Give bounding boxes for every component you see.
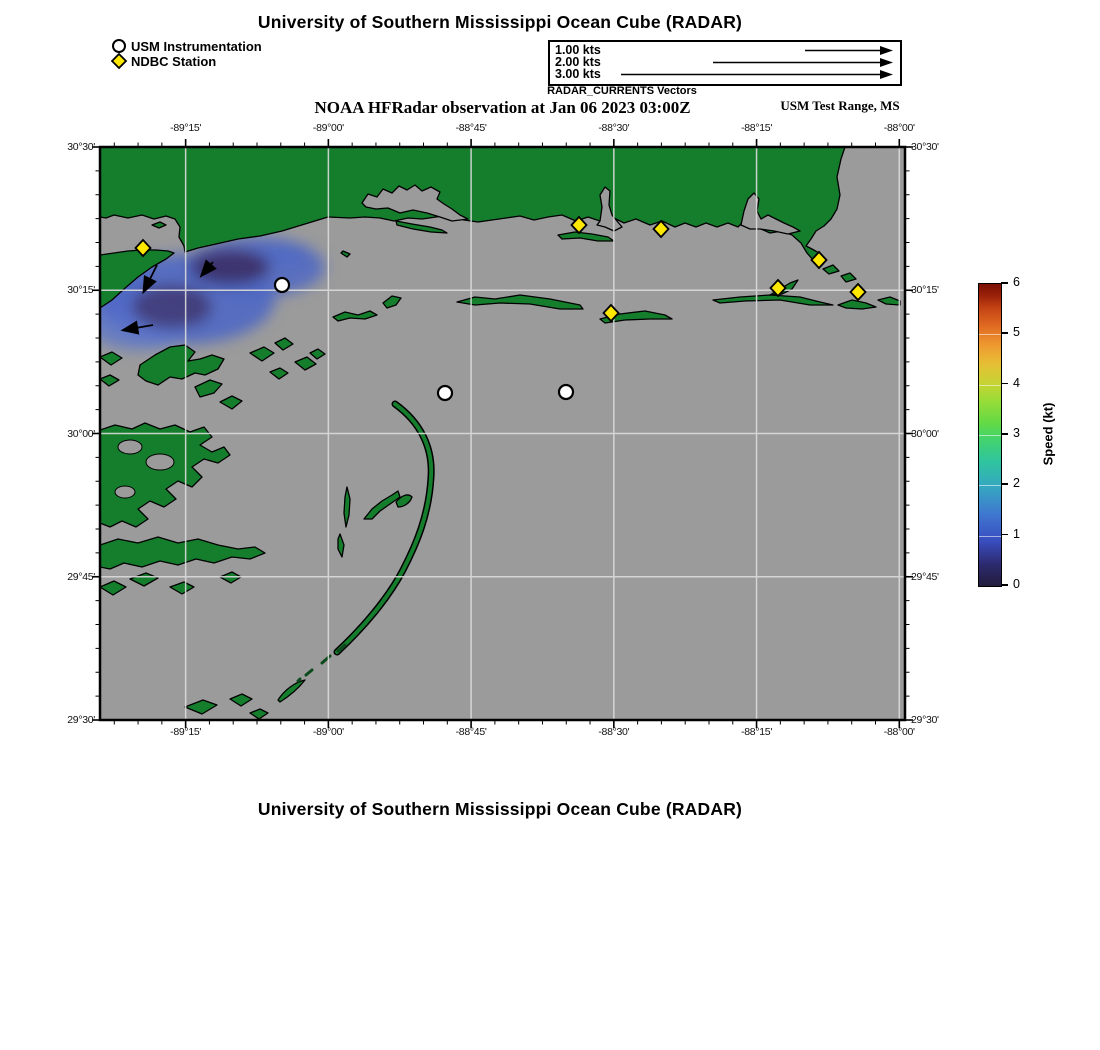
colorbar-tick-label: 1 bbox=[1013, 526, 1020, 541]
colorbar-gridline bbox=[979, 385, 1001, 386]
map-subtitle: NOAA HFRadar observation at Jan 06 2023 03:00Z bbox=[314, 98, 691, 117]
lat-label-left: 29°30' bbox=[67, 714, 95, 726]
colorbar-tick bbox=[1001, 483, 1008, 485]
lat-label-right: 29°45' bbox=[911, 570, 939, 583]
map-canvas bbox=[80, 127, 925, 740]
usm-circle-icon bbox=[111, 38, 129, 54]
usm-station-marker bbox=[275, 278, 289, 292]
legend-label-usm: USM Instrumentation bbox=[131, 39, 262, 54]
lat-label-right: 30°15' bbox=[911, 284, 939, 297]
colorbar-tick bbox=[1001, 383, 1008, 385]
colorbar-tick bbox=[1001, 433, 1008, 435]
lon-label-bottom: -89°15' bbox=[170, 726, 202, 738]
colorbar-tick bbox=[1001, 584, 1008, 586]
lat-label-right: 30°00' bbox=[911, 427, 939, 440]
lat-label-left: 29°45' bbox=[67, 570, 95, 583]
lon-label-bottom: -88°15' bbox=[741, 726, 773, 738]
colorbar-tick-label: 6 bbox=[1013, 275, 1020, 289]
vector-scale-caption: RADAR_CURRENTS Vectors bbox=[547, 85, 697, 97]
colorbar-tick bbox=[1001, 534, 1008, 536]
vector-scale-label-1: 1.00 kts bbox=[555, 43, 601, 57]
lon-label-bottom: -88°00' bbox=[883, 726, 915, 738]
lon-label-bottom: -88°45' bbox=[455, 726, 487, 738]
colorbar-gridline bbox=[979, 485, 1001, 486]
lat-label-right: 29°30' bbox=[911, 714, 939, 726]
lat-label-left: 30°00' bbox=[67, 427, 95, 440]
colorbar-gridline bbox=[979, 536, 1001, 537]
colorbar-tick-label: 4 bbox=[1013, 375, 1020, 390]
legend-label-ndbc: NDBC Station bbox=[131, 54, 217, 69]
lon-label-top: -88°15' bbox=[741, 122, 773, 134]
colorbar-tick-label: 3 bbox=[1013, 426, 1020, 440]
colorbar-gridline bbox=[979, 435, 1001, 436]
top-title: University of Southern Mississippi Ocean Cube (RADAR) bbox=[257, 12, 743, 32]
lon-label-top: -89°00' bbox=[312, 122, 344, 134]
usm-station-marker bbox=[559, 385, 573, 399]
colorbar-tick-label: 5 bbox=[1013, 325, 1020, 340]
lon-label-bottom: -89°00' bbox=[312, 726, 344, 738]
colorbar-tick bbox=[1001, 332, 1008, 334]
colorbar-tick-label: 2 bbox=[1013, 476, 1020, 491]
lat-label-right: 30°30' bbox=[911, 141, 939, 153]
colorbar-tick bbox=[1001, 282, 1008, 284]
lon-label-bottom: -88°30' bbox=[598, 726, 630, 738]
vector-scale-box bbox=[548, 40, 902, 86]
colorbar-title: Speed (kt) bbox=[1040, 402, 1056, 466]
vector-scale-label-2: 2.00 kts bbox=[555, 55, 601, 69]
bottom-title: University of Southern Mississippi Ocean Cube (RADAR) bbox=[257, 799, 743, 819]
vector-scale-label-3: 3.00 kts bbox=[555, 67, 601, 81]
lat-label-left: 30°30' bbox=[67, 141, 95, 153]
lat-label-left: 30°15' bbox=[67, 284, 95, 297]
lon-label-top: -88°00' bbox=[883, 122, 915, 134]
ndbc-diamond-icon bbox=[111, 53, 129, 69]
lon-label-top: -88°45' bbox=[455, 122, 487, 134]
lon-label-top: -88°30' bbox=[598, 122, 630, 134]
vector-scale-arrows bbox=[550, 42, 900, 84]
colorbar bbox=[978, 283, 1002, 587]
usm-station-marker bbox=[438, 386, 452, 400]
colorbar-tick-label: 0 bbox=[1013, 577, 1020, 591]
lon-label-top: -89°15' bbox=[170, 122, 202, 134]
range-label: USM Test Range, MS bbox=[780, 98, 900, 113]
colorbar-gridline bbox=[979, 334, 1001, 335]
